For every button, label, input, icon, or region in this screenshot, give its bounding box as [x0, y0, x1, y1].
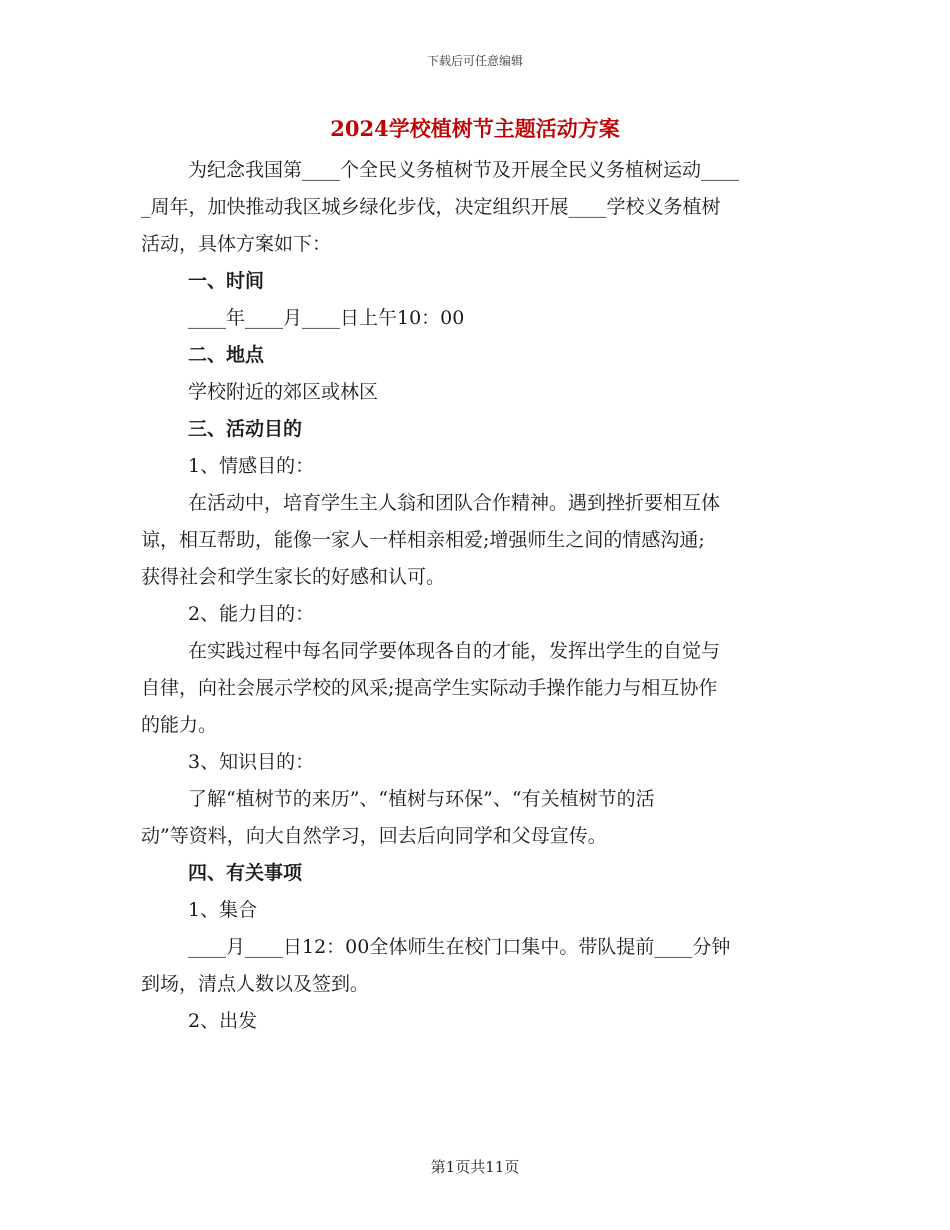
- subheading-emotional-purpose: 1、情感目的：: [188, 455, 315, 477]
- body-line: 在活动中，培育学生主人翁和团队合作精神。遇到挫折要相互体: [188, 492, 721, 514]
- body-line: 谅，相互帮助，能像一家人一样相亲相爱;增强师生之间的情感沟通;: [141, 529, 705, 551]
- body-line: ____月____日12：00全体师生在校门口集中。带队提前____分钟: [188, 936, 731, 958]
- header-note: 下载后可任意编辑: [426, 54, 523, 68]
- body-line: 活动，具体方案如下：: [141, 233, 332, 255]
- body-line: _周年，加快推动我区城乡绿化步伐，决定组织开展____学校义务植树: [141, 196, 721, 218]
- document-title: 2024学校植树节主题活动方案: [330, 116, 620, 141]
- document-body: [141, 152, 809, 1040]
- section-heading-purpose: 三、活动目的: [188, 418, 303, 440]
- body-line: 学校附近的郊区或林区: [188, 381, 379, 403]
- subheading-knowledge-purpose: 3、知识目的：: [188, 751, 315, 773]
- body-line: 在实践过程中每名同学要体现各自的才能，发挥出学生的自觉与: [188, 640, 721, 662]
- body-line: 了解“植树节的来历”、“植树与环保”、“有关植树节的活: [188, 788, 655, 810]
- body-line: 为纪念我国第____个全民义务植树节及开展全民义务植树运动____: [188, 159, 740, 181]
- body-line: 自律，向社会展示学校的风采;提高学生实际动手操作能力与相互协作: [141, 677, 718, 699]
- subheading-departure: 2、出发: [188, 1010, 258, 1032]
- body-line: 到场，清点人数以及签到。: [141, 973, 370, 995]
- section-heading-location: 二、地点: [188, 344, 265, 366]
- section-heading-time: 一、时间: [188, 270, 265, 292]
- body-line: 动”等资料，向大自然学习，回去后向同学和父母宣传。: [141, 825, 607, 847]
- body-line: 的能力。: [141, 714, 218, 736]
- section-heading-matters: 四、有关事项: [188, 862, 303, 884]
- subheading-assembly: 1、集合: [188, 899, 258, 921]
- page-footer: 第1页共11页: [430, 1158, 520, 1176]
- subheading-ability-purpose: 2、能力目的：: [188, 603, 315, 625]
- body-line: ____年____月____日上午10：00: [188, 307, 465, 329]
- body-line: 获得社会和学生家长的好感和认可。: [141, 566, 446, 588]
